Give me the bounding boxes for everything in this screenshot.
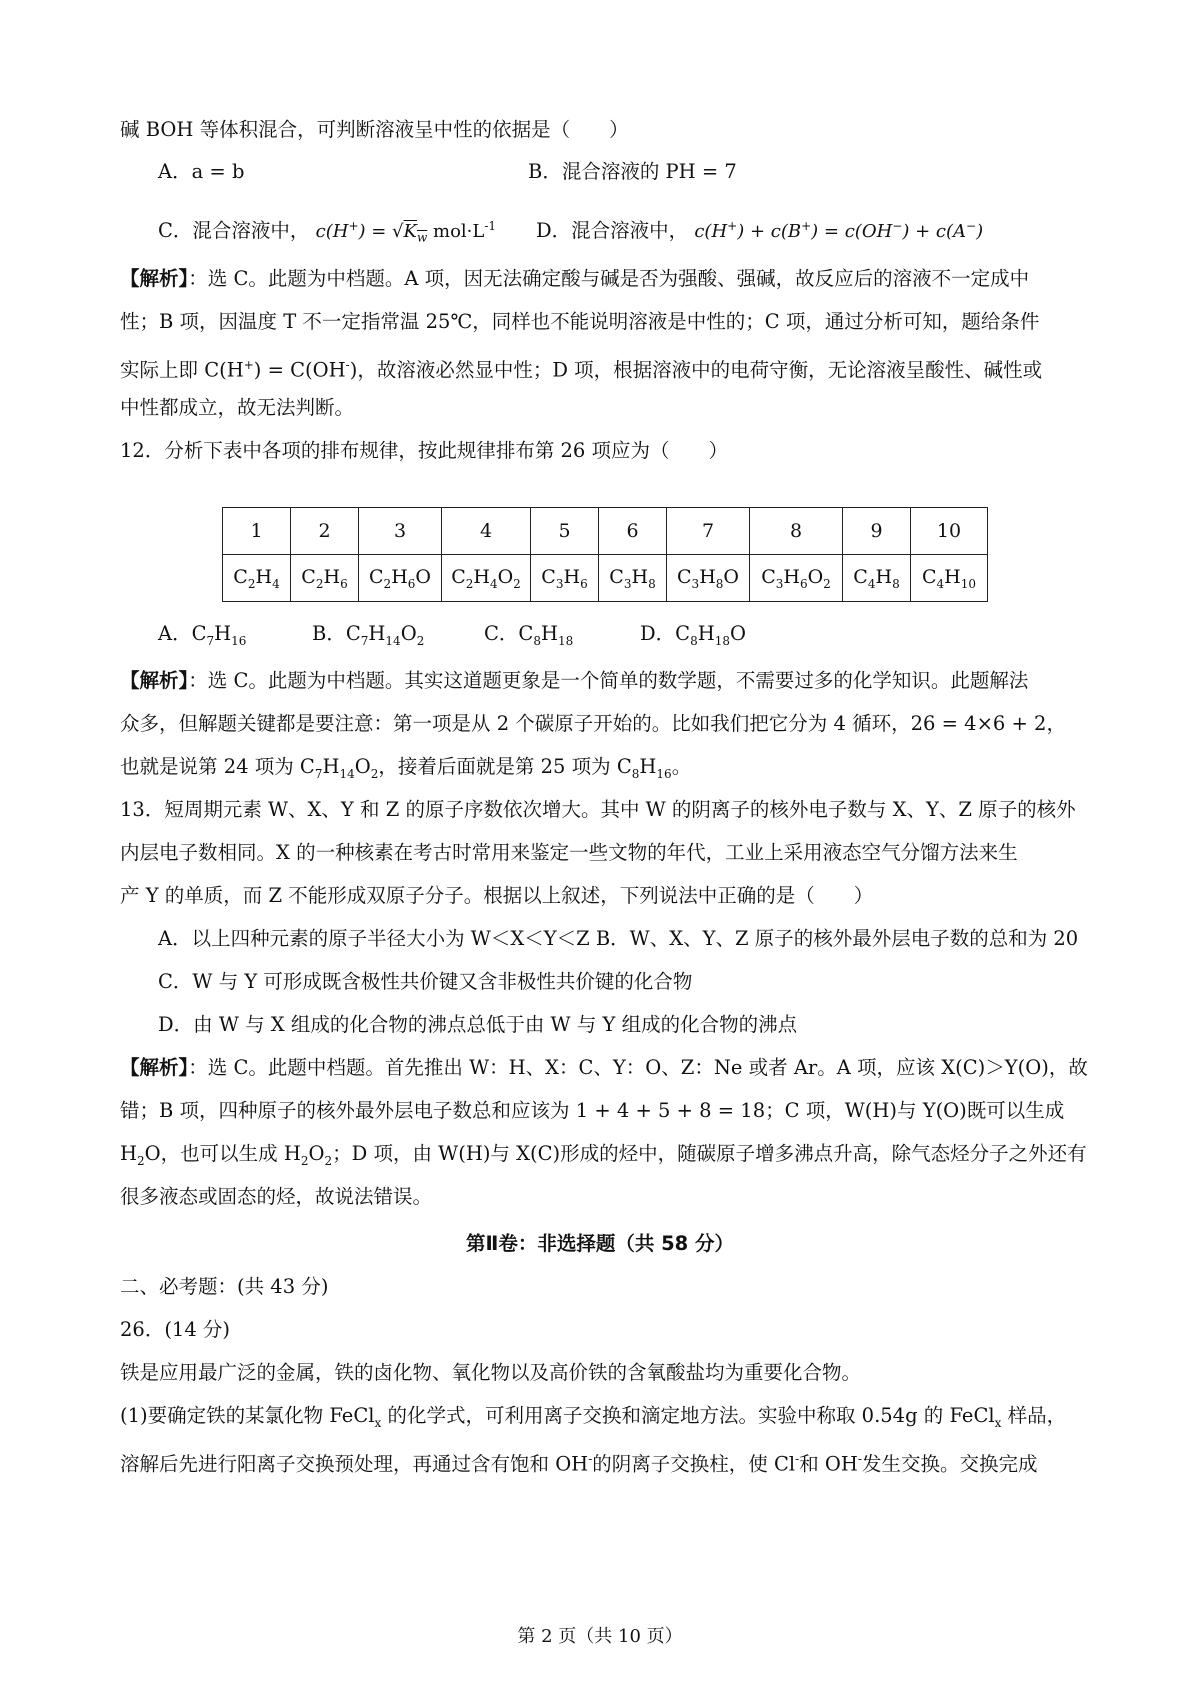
table-cell: $C_2H_4O_2$	[442, 555, 531, 602]
analysis-label: 【解析】	[120, 267, 189, 290]
q11-option-c-formula: $c(H^+) = √K_w$ $mol\cdot L^{-1}$	[315, 219, 497, 245]
q12-analysis-line-2: 众多，但解题关键都是要注意：第一项是从 2 个碳原子开始的。比如我们把它分为 4 循环，26 = 4×6 + 2，	[120, 712, 1066, 735]
q26-p1-line-2: 溶解后先进行阳离子交换预处理，再通过含有饱和 OH-的阴离子交换柱，使 Cl-和 OH-发生交换。交换完成	[120, 1452, 1038, 1476]
q11-analysis-line-1	[120, 265, 1029, 293]
table-cell: 5	[531, 508, 599, 555]
q12-option-d: D．$C_8H_{18}O$	[640, 622, 746, 648]
table-cell: $C_4H_8$	[843, 555, 911, 602]
q11-analysis-line-3: 实际上即 C(H+) = C(OH-)，故溶液必然显中性；D 项，根据溶液中的电荷守衡，无论溶液呈酸性、碱性或	[120, 358, 1043, 382]
table-cell: $C_4H_{10}$	[911, 555, 988, 602]
table-cell: 9	[843, 508, 911, 555]
q13-analysis-line-2: 错；B 项，四种原子的核外最外层电子数总和应该为 1 + 4 + 5 + 8 = 18；C 项，W(H)与 Y(O)既可以生成	[120, 1099, 1065, 1122]
section-heading: 二、必考题：(共 43 分)	[120, 1275, 329, 1298]
part2-title: 第Ⅱ卷：非选择题（共 58 分）	[465, 1232, 735, 1255]
table-cell: $C_3H_6$	[531, 555, 599, 602]
table-cell: 1	[223, 508, 291, 555]
q13-option-c: C．W 与 Y 可形成既含极性共价键又含非极性共价键的化合物	[158, 970, 693, 993]
table-cell: $C_3H_8O$	[667, 555, 750, 602]
analysis-text: ：选 C。此题中档题。首先推出 W：H、X：C、Y：O、Z：Ne 或者 Ar。A 项，应该 X(C)＞Y(O)，故	[188, 1056, 1088, 1079]
analysis-label: 【解析】	[120, 1056, 189, 1079]
table-cell: $C_2H_6O$	[359, 555, 442, 602]
q13-stem-line-2: 内层电子数相同。X 的一种核素在考古时常用来鉴定一些文物的年代，工业上采用液态空气分馏方法来生	[120, 841, 1018, 864]
q26-p1-line-1: (1)要确定铁的某氯化物 FeCl$_x$ 的化学式，可利用离子交换和滴定地方法。实验中称取 0.54g 的 FeCl$_x$ 样品，	[120, 1404, 1067, 1430]
table-cell: $C_2H_4$	[223, 555, 291, 602]
table-cell: 10	[911, 508, 988, 555]
q12-stem: 12．分析下表中各项的排布规律，按此规律排布第 26 项应为（ ）	[120, 439, 729, 462]
q12-option-c: C．$C_8H_{18}$	[484, 622, 574, 648]
q11-analysis-line-2: 性；B 项，因温度 T 不一定指常温 25℃，同样也不能说明溶液是中性的；C 项，通过分析可知，题给条件	[120, 310, 1040, 333]
table-cell: 7	[667, 508, 750, 555]
table-cell: $C_2H_6$	[291, 555, 359, 602]
q13-analysis-line-4: 很多液态或固态的烃，故说法错误。	[120, 1185, 433, 1208]
table-row	[223, 555, 988, 602]
q13-analysis-line-1	[120, 1054, 1088, 1082]
q13-analysis-line-3: $H_2O$，也可以生成 $H_2O_2$；D 项，由 W(H)与 X(C)形成的烃中，随碳原子增多沸点升高，除气态烃分子之外还有	[120, 1142, 1087, 1168]
q11-option-d	[536, 212, 983, 246]
table-cell: $C_3H_8$	[599, 555, 667, 602]
q11-stem: 碱 BOH 等体积混合，可判断溶液呈中性的依据是（ ）	[120, 118, 629, 141]
table-row	[223, 508, 988, 555]
table-cell: 8	[750, 508, 843, 555]
page-footer: 第 2 页（共 10 页）	[517, 1626, 683, 1647]
table-cell: 6	[599, 508, 667, 555]
q13-stem-line-1: 13．短周期元素 W、X、Y 和 Z 的原子序数依次增大。其中 W 的阴离子的核外电子数与 X、Y、Z 原子的核外	[120, 798, 1076, 821]
q12-analysis-line-1	[120, 667, 1028, 695]
question-26-number: 26．(14 分)	[120, 1318, 231, 1341]
q12-option-b: B．$C_7H_{14}O_2$	[312, 622, 425, 648]
q11-option-c	[158, 212, 496, 252]
q11-option-b: B．混合溶液的 PH = 7	[528, 160, 737, 183]
q11-option-d-formula: c(H+) + c(B+) = c(OH−) + c(A−)	[694, 219, 984, 242]
analysis-text: 实际上即 C(H	[120, 358, 244, 382]
table-cell: 3	[359, 508, 442, 555]
q12-analysis-line-3: 也就是说第 24 项为 $C_7H_{14}O_2$，接着后面就是第 25 项为 $C_8H_{16}$。	[120, 755, 692, 781]
table-cell: 2	[291, 508, 359, 555]
analysis-text: ，故溶液必然显中性；D 项，根据溶液中的电荷守衡，无论溶液呈酸性、碱性或	[357, 358, 1043, 382]
table-cell: 4	[442, 508, 531, 555]
q13-options-ab: A．以上四种元素的原子半径大小为 W＜X＜Y＜Z B．W、X、Y、Z 原子的核外最外层电子数的总和为 20	[158, 927, 1079, 950]
q11-option-d-label: D．混合溶液中，	[536, 219, 689, 242]
q12-option-a: A．$C_7H_{16}$	[158, 622, 247, 648]
analysis-text: ：选 C。此题为中档题。A 项，因无法确定酸与碱是否为强酸、强碱，故反应后的溶液不一定成中	[188, 267, 1030, 290]
table-cell: $C_3H_6O_2$	[750, 555, 843, 602]
q11-option-c-label: C．混合溶液中，	[158, 219, 310, 242]
q11-option-a: A．a = b	[158, 160, 245, 183]
q13-option-d: D．由 W 与 X 组成的化合物的沸点总低于由 W 与 Y 组成的化合物的沸点	[158, 1013, 798, 1036]
analysis-text: ：选 C。此题为中档题。其实这道题更象是一个简单的数学题，不需要过多的化学知识。此题解法	[188, 669, 1029, 692]
sequence-table	[222, 507, 988, 602]
analysis-label: 【解析】	[120, 669, 189, 692]
q11-analysis-line-4: 中性都成立，故无法判断。	[120, 396, 355, 419]
q26-intro: 铁是应用最广泛的金属，铁的卤化物、氧化物以及高价铁的含氧酸盐均为重要化合物。	[120, 1361, 862, 1384]
q13-stem-line-3: 产 Y 的单质，而 Z 不能形成双原子分子。根据以上叙述，下列说法中正确的是（ ）	[120, 884, 874, 907]
